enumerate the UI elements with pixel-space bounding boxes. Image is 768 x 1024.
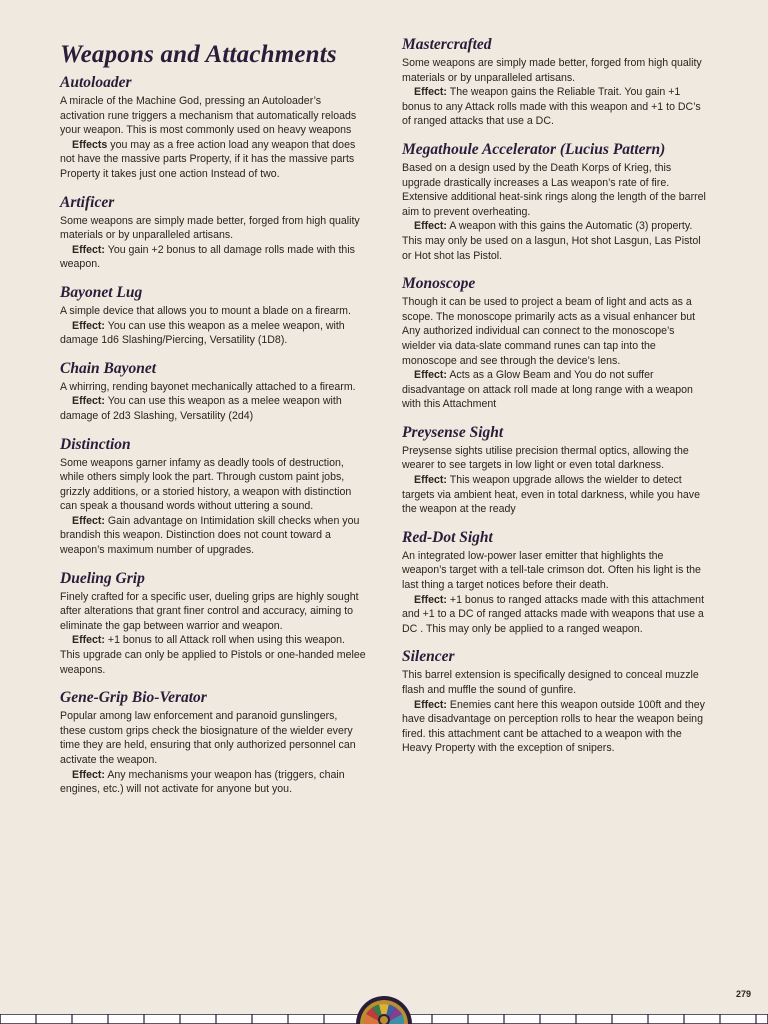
effect-label: Effect: — [72, 634, 105, 647]
entry-description: A simple device that allows you to mount a blade on a firearm. — [60, 304, 351, 317]
entry-title: Artificer — [60, 193, 115, 211]
left-entry-list — [60, 74, 366, 797]
entry-effect — [60, 768, 366, 797]
effect-label: Effect: — [72, 319, 105, 332]
effect-text: Enemies cant here this weapon outside 100ft and they have disadvantage on perception rolls to hear the weapon being fired. this attachment cant be attached to a weapon with the Heavy Property with the exception of snipers. — [402, 698, 705, 755]
entry-effect — [402, 219, 708, 263]
entry-title: Autoloader — [60, 74, 132, 91]
entry-title: Silencer — [402, 648, 455, 666]
entry-artificer — [60, 194, 366, 272]
entry-description: This barrel extension is specifically designed to conceal muzzle flash and muffle the sound of gunfire. — [402, 669, 699, 696]
entry-effect — [60, 514, 366, 558]
entry-title: Mastercrafted — [402, 36, 492, 53]
effect-label: Effect: — [414, 86, 447, 99]
entry-description: Some weapons are simply made better, forged from high quality materials or by unparalleled artisans. — [402, 57, 702, 84]
effect-label: Effect: — [72, 243, 105, 256]
entry-effect — [60, 394, 366, 423]
effect-label: Effect: — [72, 514, 105, 527]
entry-description: Based on a design used by the Death Korps of Krieg, this upgrade drastically increases a Las weapon’s rate of fire. Extensive additional heat-sink rings along the length of the barrel aim to prevent overheating. — [402, 161, 706, 218]
effect-text: You can use this weapon as a melee weapon with damage of 2d3 Slashing, Versatility (2d4) — [60, 395, 342, 422]
effect-label: Effect: — [414, 698, 447, 711]
entry-title: Preysense Sight — [402, 423, 504, 441]
effect-label: Effect: — [72, 768, 105, 781]
entry-description: An integrated low-power laser emitter that highlights the weapon’s target with a tell-tale crimson dot. Often his light is the last thing a target notices before their death. — [402, 549, 701, 592]
effect-text: You can use this weapon as a melee weapon, with damage 1d6 Slashing/Piercing, Versatility (1D8). — [60, 319, 345, 347]
effect-label: Effects — [72, 138, 108, 151]
effect-text: A weapon with this gains the Automatic (3) property. This may only be used on a lasgun, Hot shot Lasgun, Las Pistol or Hot shot las Pistol. — [402, 220, 701, 262]
effect-text: You gain +2 bonus to all damage rolls made with this weapon. — [60, 243, 355, 271]
stained-glass-emblem-icon — [352, 986, 416, 1024]
entry-bayonet-lug — [60, 284, 366, 348]
entry-effect — [402, 85, 708, 129]
effect-label: Effect: — [414, 593, 447, 606]
entry-effect — [402, 593, 708, 637]
left-column — [60, 36, 366, 809]
entry-red-dot-sight — [402, 529, 708, 637]
effect-text: Gain advantage on Intimidation skill checks when you brandish this weapon. Distinction does not count toward a weapon’s maximum number of upgrades. — [60, 514, 360, 557]
effect-label: Effect: — [414, 369, 447, 382]
entry-silencer — [402, 648, 708, 756]
right-entry-list — [402, 36, 708, 756]
effect-label: Effect: — [414, 474, 447, 487]
entry-effect — [402, 368, 708, 412]
entry-dueling-grip — [60, 570, 366, 678]
entry-description: Preysense sights utilise precision thermal optics, allowing the wearer to see targets in low light or even total darkness. — [402, 444, 689, 472]
entry-title: Chain Bayonet — [60, 359, 157, 377]
entry-description: A miracle of the Machine God, pressing an Autoloader’s activation rune triggers a mechanism that automatically reloads your weapon. This is most commonly used on heavy weapons — [60, 95, 357, 137]
entry-effect — [402, 698, 708, 756]
entry-description: Popular among law enforcement and paranoid gunslingers, these custom grips check the biosignature of the wielder every time they are held, ensuring that only authorized personnel can activate the weapon. — [60, 710, 356, 766]
entry-description: Some weapons are simply made better, forged from high quality materials or by unparalleled artisans. — [60, 214, 360, 242]
entry-title: Megathoule Accelerator (Lucius Pattern) — [402, 140, 666, 158]
entry-preysense-sight — [402, 424, 708, 517]
entry-title: Dueling Grip — [60, 569, 145, 587]
entry-distinction — [60, 436, 366, 558]
entry-title: Red-Dot Sight — [402, 528, 493, 546]
entry-effect — [60, 319, 366, 348]
entry-effect — [60, 243, 366, 272]
effect-label: Effect: — [414, 220, 447, 233]
entry-effect — [402, 473, 708, 517]
entry-title: Gene-Grip Bio-Verator — [60, 689, 207, 707]
entry-title: Monoscope — [402, 275, 476, 293]
entry-gene-grip-bio-verator — [60, 689, 366, 797]
entry-autoloader — [60, 74, 366, 182]
entry-description: Some weapons garner infamy as deadly tools of destruction, while others simply look the part. Through custom paint jobs, grizzly additions, or a storied history, a weapon with distinction can speak a thousand words without uttering a sound. — [60, 456, 352, 513]
effect-text: +1 bonus to all Attack roll when using this weapon. This upgrade can only be applied to Pistols or one-handed melee weapons. — [60, 634, 366, 676]
effect-text: you may as a free action load any weapon that does not have the massive parts Property, if it has the massive parts Property it takes just one action Instead of two. — [60, 138, 356, 180]
entry-monoscope — [402, 275, 708, 412]
entry-effect — [60, 138, 366, 182]
entry-title: Bayonet Lug — [60, 283, 143, 301]
effect-text: Acts as a Glow Beam and You do not suffer disadvantage on attack roll made at long range with a weapon with this Attachment — [402, 369, 693, 411]
effect-label: Effect: — [72, 395, 105, 408]
effect-text: This weapon upgrade allows the wielder to detect targets via ambient heat, even in total darkness, while you have the weapon at the ready — [402, 474, 700, 516]
effect-text: Any mechanisms your weapon has (triggers, chain engines, etc.) will not activate for anyone but you. — [60, 768, 345, 796]
entry-chain-bayonet — [60, 360, 366, 424]
entry-description: Finely crafted for a specific user, dueling grips are highly sought after alterations that grant finer control and accuracy, aiming to eliminate the gap between warrior and weapon. — [60, 590, 359, 632]
page-title: Weapons and Attachments — [60, 41, 337, 68]
effect-text: The weapon gains the Reliable Trait. You gain +1 bonus to any Attack rolls made with this weapon and +1 to DC’s of ranged attacks that use a DC. — [402, 86, 701, 128]
right-column — [402, 36, 708, 768]
entry-title: Distinction — [60, 435, 131, 453]
entry-description: A whirring, rending bayonet mechanically attached to a firearm. — [60, 380, 356, 393]
entry-mastercrafted — [402, 36, 708, 129]
entry-description: Though it can be used to project a beam of light and acts as a scope. The monoscope primarily acts as a visual enhancer but Any authorized individual can connect to the monoscope’s wielder via data-slate command runes can tap into the monoscope and see through the device’s lens. — [402, 296, 696, 367]
entry-effect — [60, 633, 366, 677]
page-number: 279 — [735, 989, 751, 999]
effect-text: +1 bonus to ranged attacks made with this attachment and +1 to a DC of ranged attacks made with weapons that use a DC . This may only be applied to a ranged weapon. — [402, 593, 705, 635]
entry-megathoule-accelerator-lucius-pattern — [402, 141, 708, 263]
